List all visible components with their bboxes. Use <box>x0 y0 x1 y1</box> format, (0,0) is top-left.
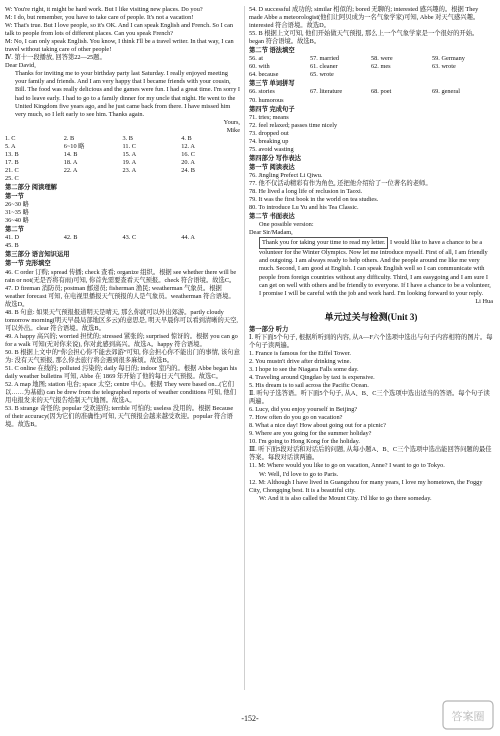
answer-line: 78. He lived a long life of reclusion in Taoxi. <box>249 188 363 196</box>
script-line: 10. I'm going to Hong Kong for the holiday. <box>249 438 360 446</box>
cloze-explanation: 51. C online 在线的; polluted 污染的; daily 每日的; indoor 室内的。根据 Abbe began his daily weather bulletins 可知, Abbe 在 1869 年开始了他的每日天气预报。故选C。 <box>5 365 238 381</box>
answer-item: 4. B <box>181 134 192 142</box>
highlighted-sentence: Thank you for taking your time to read my letter. <box>259 237 388 249</box>
answer-item: 1. C <box>5 134 16 142</box>
script-line: 4. Traveling around Qingdao by taxi is expensive. <box>249 373 375 381</box>
subsection-heading: 第一节 完形填空 <box>5 260 51 268</box>
instruction-line: Ⅱ. 听句子选答语。听下面5个句子, 从A、B、C三个选项中选出适当的答语。每个句子读两遍。 <box>249 390 490 406</box>
spelling-answers <box>249 88 493 104</box>
answer-item: 2. B <box>63 134 75 142</box>
cloze-explanation: 52. A map 地图; station 电台; space 太空; centre 中心。根据 They were based on...(它们以……为基础) can be drew from the telegraphed reports of weather conditions 可知, 他们用电报发来的天气报告绘制天气地图。故选A。 <box>5 381 236 405</box>
answer-item: 5. A <box>5 142 16 150</box>
answer-item: 6~10 略 <box>63 142 85 150</box>
answer-item: 61. cleaner <box>310 63 338 71</box>
letter-signoff: Yours, <box>223 118 240 126</box>
answer-item: 45. B <box>5 242 19 250</box>
instruction-line: Ⅳ. 第十一段播放, 回答第22—25题。 <box>5 54 106 62</box>
page-number: -152- <box>241 714 259 723</box>
answer-item: 69. general <box>432 88 460 96</box>
answer-item: 56. at <box>249 55 263 63</box>
answer-line: 76. Jingling Prefect Li Qiwu. <box>249 171 323 179</box>
script-line: 9. Where are you going for the summer holiday? <box>249 430 372 438</box>
answer-line: 72. feel relaxed; passes time nicely <box>249 121 338 129</box>
script-line: 6. Lucy, did you enjoy yourself in Beijing? <box>249 406 358 414</box>
answer-line: 73. dropped out <box>249 129 289 137</box>
answer-item: 58. were <box>371 55 393 63</box>
answer-item: 66. stories <box>249 88 275 96</box>
letter-greeting: Dear David, <box>5 62 36 70</box>
subsection-heading: 第二节 书面表达 <box>249 213 295 221</box>
answer-item: 17. B <box>5 158 19 166</box>
dialogue-line: M: I do, but remember, you have to take care of people. It's not a vacation! <box>5 14 194 22</box>
answer-item: 43. C <box>122 234 137 242</box>
section-heading: 第四部分 写作表达 <box>249 154 301 162</box>
script-line: 5. His dream is to sail across the Pacific Ocean. <box>249 382 369 390</box>
cloze-explanation: 46. C order 订购; spread 传播; check 查看; organize 组织。根据 see whether there will be rain or not(无是否将有雨)可知, 你首先需要查看天气预报。check 符合语境。故选C。 <box>5 268 237 284</box>
section-heading: 第四节 完成句子 <box>249 105 295 113</box>
letter-body <box>249 237 493 297</box>
answer-item: 3. B <box>122 134 133 142</box>
answer-item: 21. C <box>5 166 19 174</box>
answer-item: 60. with <box>249 63 270 71</box>
script-line: 1. France is famous for the Eiffel Tower. <box>249 349 351 357</box>
answer-item: 11. C <box>122 142 136 150</box>
subsection-heading: 第二节 <box>5 226 24 234</box>
answer-item: 59. Germany <box>432 55 465 63</box>
cloze-explanation: 48. B 句意: 如果天气预报报道明天是晴天, 那么你就可以外出郊游。partly cloudy tomorrow morning(明天早晨局部地区多云)的意思是, 明天早晨你可以看到清晰的天空, 可以外出。clear 符合语境。故选B。 <box>5 308 238 332</box>
cloze-explanation: 47. D fireman 消防员; postman 邮递员; fisherman 渔民; weatherman 气象员。根据 weather forecast 可知, 在电视里播报天气预报的人是气象员。weatherman 符合语境。故选D。 <box>5 284 235 308</box>
answer-item: 16. C <box>181 150 195 158</box>
instruction-line: Ⅲ. 听下面5段对话和对话后的问题, 从每小题A、B、C三个选项中选出能回答问题的最佳答案。每段对话读两遍。 <box>249 446 492 462</box>
answer-item: 12. A <box>181 142 195 150</box>
script-line: 7. How often do you go on vacation? <box>249 414 343 422</box>
section-heading: 第三部分 语言知识运用 <box>5 251 70 259</box>
answer-item: 62. mes <box>371 63 391 71</box>
answer-line: 75. avoid wasting <box>249 145 294 153</box>
answer-line: 36~40 略 <box>5 217 29 225</box>
answer-item: 57. married <box>310 55 340 63</box>
script-line: W: And it is also called the Mount City. I'd like to go there someday. <box>259 494 432 502</box>
letter-signature: Li Hua <box>475 297 493 305</box>
answer-line: 80. To introduce Lu Yu and his Tea Classic. <box>249 204 359 212</box>
answer-item: 22. A <box>63 166 78 174</box>
section-heading: 第三节 单词拼写 <box>249 80 295 88</box>
answer-item: 19. A <box>122 158 137 166</box>
answer-item: 42. B <box>63 234 78 242</box>
answer-item: 13. B <box>5 150 19 158</box>
grammar-answers <box>249 55 493 79</box>
answer-item: 24. B <box>181 166 195 174</box>
watermark-text: 答案圈 <box>451 710 485 723</box>
cloze-explanation: 54. D successful 成功的; similar 相似的; bored 无聊的; interested 感兴趣的。根据 They made Abbe a meteorologist(他们让阿贝成为一名气象学家)可知, Abbe 对天气感兴趣。interested 符合语境。故选D。 <box>249 6 480 30</box>
answer-line: 79. It was the first book in the world on tea studies. <box>249 196 379 204</box>
answer-item: 70. humorous <box>249 96 284 104</box>
answer-line: 71. tries; means <box>249 113 289 121</box>
answer-line: 31~35 略 <box>5 209 29 217</box>
cloze-explanation: 50. B 根据上文中的“你会担心你不能去郊游”可知, 你会担心你不能出门的事情, 该句意为: 没有天气预报, 那么你去旅行将会遇到很多麻烦。故选B。 <box>5 348 240 365</box>
answer-item: 68. poet <box>371 88 392 96</box>
answer-item: 44. A <box>181 234 195 242</box>
answer-item: 64. because <box>249 71 279 79</box>
cloze-explanation: 55. B 根据上文可知, 他们开始做天气预报, 那么上一个气象学家是一个很好的开始。began 符合语境。故选B。 <box>249 30 479 46</box>
watermark-logo <box>442 700 494 730</box>
section-heading: 第二节 语法填空 <box>249 47 295 55</box>
left-column <box>5 6 240 429</box>
answer-item: 25. C <box>5 174 19 182</box>
script-line: 2. You mustn't drive after drinking wine. <box>249 357 352 365</box>
section-heading: 第二部分 阅读理解 <box>5 184 57 192</box>
answer-item: 18. A <box>63 158 78 166</box>
script-line: W: Well, I'd love to go to Paris. <box>259 470 339 478</box>
right-column <box>249 6 493 503</box>
answer-line: 77. 他不仅活动精彩有作为角色, 还把他介绍给了一位著名的老师。 <box>249 179 432 187</box>
letter-body: Thanks for inviting me to your birthday party last Saturday. I really enjoyed meeting your family and friends. And I am very happy that I became friends with your cousin, Bill. The food was really delicious and the games were fun. I had a great time. I'm sorry I had to leave early. I had to go to a family dinner for my uncle that night. He went to the United Kingdom five years ago, and he just came back from there. I have missed him very much, so I left early to see him. Thanks again. <box>15 70 241 118</box>
script-line: 3. I hope to see the Niagara Falls some day. <box>249 365 359 373</box>
script-line: 11. M: Where would you like to go on vacation, Anne? I want to go to Tokyo. <box>249 462 445 470</box>
answer-item: 63. wrote <box>432 63 456 71</box>
answer-item: 41. D <box>5 234 19 242</box>
dialogue-line: M: No, I can only speak English. You know, I think I'll be a travel writer. In that way, I can travel without taking care of other people! <box>5 38 234 54</box>
sample-note: One possible version: <box>259 221 314 229</box>
answer-grid-1 <box>5 135 240 183</box>
answer-line: 74. breaking up <box>249 137 289 145</box>
script-line: 8. What a nice day! How about going out for a picnic? <box>249 422 386 430</box>
answer-item: 23. A <box>122 166 137 174</box>
unit-title: 单元过关与检测(Unit 3) <box>324 311 418 322</box>
script-line: 12. M: Although I have lived in Guangzhou for many years, I love my hometown, the Foggy City, Chongqing best. It is a beautiful city. <box>249 478 483 494</box>
subsection-heading: 第一节 <box>5 193 24 201</box>
section-heading: 第一部分 听力 <box>249 325 289 333</box>
cloze-explanation: 53. B strange 奇怪的; popular 受欢迎的; terrible 可怕的; useless 没用的。根据 Because of their accuracy(因为它们的准确性)可知, 天气预报会越来越受欢迎。popular 符合语境。故选B。 <box>5 405 234 429</box>
answer-line: 26~30 略 <box>5 201 29 209</box>
answer-item: 65. wrote <box>310 71 334 79</box>
letter-signature: Mike <box>226 126 240 134</box>
cloze-explanation: 49. A happy 高兴的; worried 担忧的; stressed 紧张的; surprised 惊讶的。根据 you can go for a walk 可知(无对你来说), 你对此感到高兴。故选A。happy 符合语境。 <box>5 332 238 348</box>
answer-item: 20. A <box>181 158 195 166</box>
letter-body-text: I would like to have a chance to be a volunteer for the Winter Olympics. Now let me introduce myself. First of all, I am friendly and outgoing. I am always ready to help others. And the people around me like me very much. Second, I am good at English. I can speak English well so I can communicate with people from foreign countries without any difficulty. Third, I am easygoing and I am sure I can get on well with others and be friendly to everyone. If I have a chance to be a volunteer, I promise I will be careful with the job and work hard. I'm looking forward to your reply. <box>259 239 491 297</box>
answer-item: 14. B <box>63 150 78 158</box>
answer-item: 15. A <box>122 150 137 158</box>
column-divider <box>244 6 245 690</box>
instruction-line: Ⅰ. 听下面5个句子, 根据所听到的内容, 从A—F六个选项中选出与句子内容相符的图片。每个句子读两遍。 <box>249 333 493 349</box>
answer-grid-2 <box>5 234 240 250</box>
subsection-heading: 第一节 阅读表达 <box>249 163 295 171</box>
answer-item: 67. literature <box>310 88 343 96</box>
dialogue-line: W: That's true. But I love people, so it's OK. And I can speak English and French. So I can talk to people from lots of different places. Can you speak French? <box>5 22 234 38</box>
dialogue-line: W: You're right, it might be hard work. But I like visiting new places. Do you? <box>5 6 203 13</box>
letter-greeting: Dear Sir/Madam, <box>249 229 293 237</box>
